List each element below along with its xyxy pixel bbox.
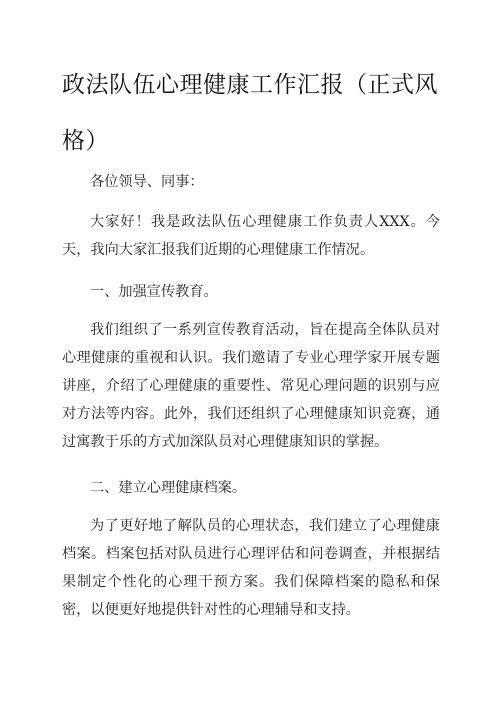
intro-paragraph: 大家好！我是政法队伍心理健康工作负责人XXX。今天，我向大家汇报我们近期的心理健康工作情况。 <box>62 214 440 258</box>
section2-heading: 二、建立心理健康档案。 <box>90 480 247 496</box>
section1-paragraph: 我们组织了一系列宣传教育活动，旨在提高全体队员对心理健康的重视和认识。我们邀请了专业心理学家开展专题讲座，介绍了心理健康的重要性、常见心理问题的识别与应对方法等内容。此外，我们还组织了心理健康知识竞赛，通过寓教于乐的方式加深队员对心理健康知识的掌握。 <box>62 322 440 450</box>
greeting-line: 各位领导、同事： <box>90 174 204 190</box>
section2-paragraph: 为了更好地了解队员的心理状态，我们建立了心理健康档案。档案包括对队员进行心理评估和问卷调查，并根据结果制定个性化的心理干预方案。我们保障档案的隐私和保密，以便更好地提供针对性的心理辅导和支持。 <box>62 518 440 618</box>
document-title: 政法队伍心理健康工作汇报（正式风格） <box>62 72 438 154</box>
section1-heading: 一、加强宣传教育。 <box>90 284 218 300</box>
